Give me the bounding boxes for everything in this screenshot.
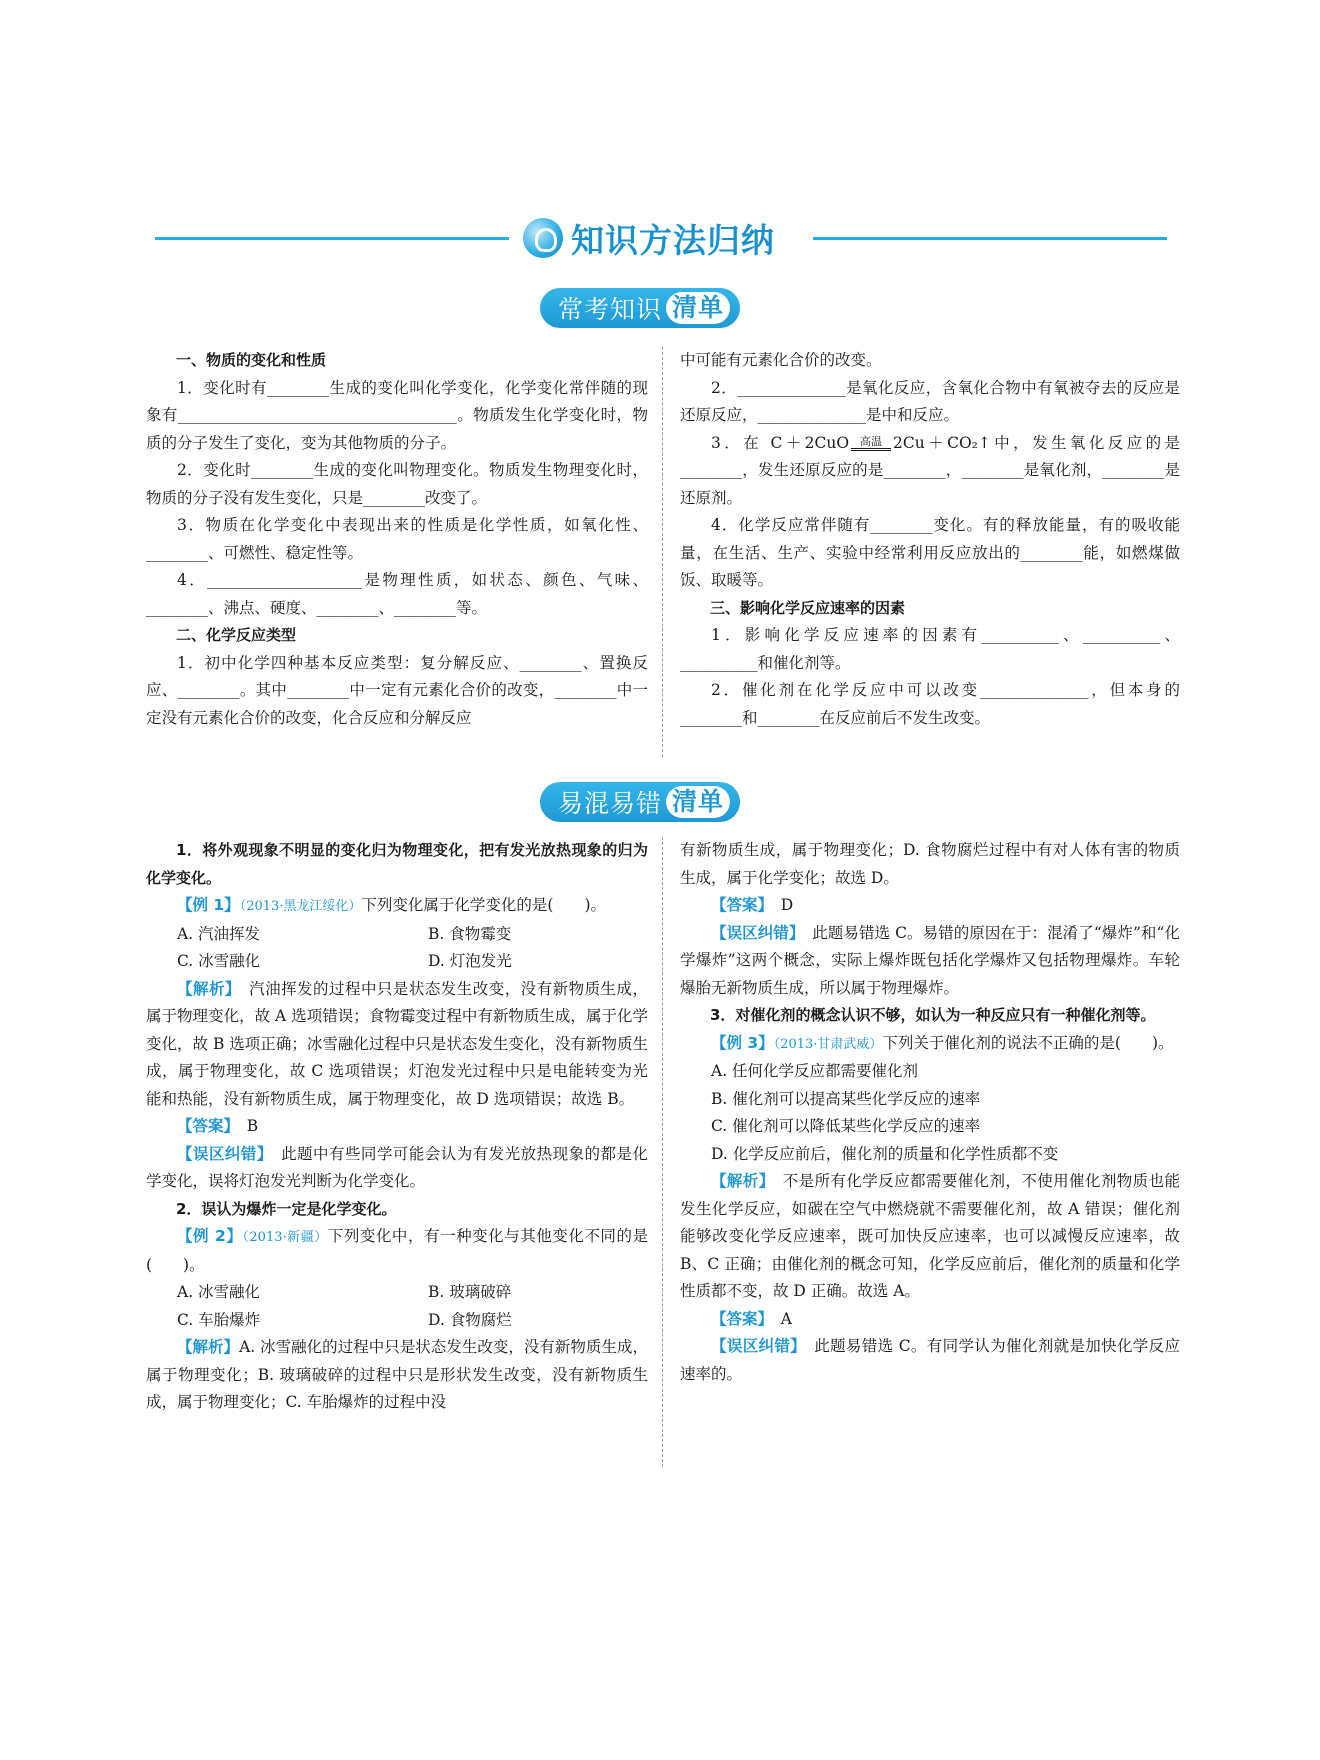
error-text: 此题易错选 C。有同学认为催化剂就是加快化学反应速率的。 (680, 1337, 1180, 1383)
analysis-label: 【解析】 (177, 1338, 240, 1356)
paragraph: 1．初中化学四种基本反应类型：复分解反应、________、置换反应、________。其中________中一定有元素化合价的改变，________中一定没有元素化合价的改变，化合反应和分解反应 (146, 653, 648, 727)
paragraph: 3．物质在化学变化中表现出来的性质是化学性质，如氧化性、________、可燃性、稳定性等。 (146, 516, 648, 562)
topic-heading: 2．误认为爆炸一定是化学变化。 (176, 1199, 397, 1218)
reaction-arrow (851, 436, 891, 451)
header (155, 214, 1167, 262)
option: C. 催化剂可以降低某些化学反应的速率 (711, 1117, 981, 1135)
bulb-icon (523, 218, 563, 258)
paragraph: 1．变化时有________生成的变化叫化学变化，化学变化常伴随的现象有____________________________________。物质发生化学变化时，物质的分子发生了变化，变为其他物质的分子。 (146, 378, 648, 452)
error-text: 此题中有些同学可能会认为有发光放热现象的都是化学变化，误将灯泡发光判断为化学变化。 (146, 1144, 648, 1190)
question-text: 下列变化属于化学变化的是( )。 (361, 896, 607, 914)
option: C. 车胎爆炸 (177, 1310, 261, 1329)
option: A. 汽油挥发 (177, 924, 261, 943)
error-text: 此题易错选 C。易错的原因在于：混淆了“爆炸”和“化学爆炸”这两个概念，实际上爆炸既包括化学爆炸又包括物理爆炸。车轮爆胎无新物质生成，所以属于物理爆炸。 (680, 923, 1180, 997)
answer (680, 892, 1180, 920)
example-question (146, 892, 648, 921)
page-title: 知识方法归纳 (571, 220, 775, 260)
analysis (680, 1168, 1180, 1306)
analysis-text: 汽油挥发的过程中只是状态发生改变，没有新物质生成，属于物理变化，故 A 选项错误；食物霉变过程中有新物质生成，属于化学变化，故 B 选项正确；冰雪融化过程中只是状态发生变化，没有新物质生成，属于物理变化，故 C 选项错误；灯泡发光过程中只是电能转变为光能和热能，没有新物质生成，属于物理变化，故 D 选项错误；故选 B。 (146, 979, 648, 1108)
error-note (680, 1333, 1180, 1388)
option: C. 冰雪融化 (177, 952, 261, 970)
banner-title: 常考知识 (558, 295, 663, 324)
paragraph: 2．______________是氧化反应，含氧化合物中有氧被夺去的反应是还原反应，______________是中和反应。 (680, 378, 1180, 424)
header-rule-right (813, 237, 1167, 240)
option: D. 化学反应前后，催化剂的质量和化学性质都不变 (711, 1144, 1059, 1163)
option: A. 任何化学反应都需要催化剂 (711, 1062, 919, 1080)
analysis-label: 【解析】 (177, 979, 234, 998)
paragraph: 4．____________________是物理性质，如状态、颜色、气味、________、沸点、硬度、________、________等。 (146, 571, 648, 617)
answer (146, 1113, 648, 1141)
banner-title: 易混易错 (558, 789, 663, 818)
analysis (146, 1334, 648, 1417)
equation-lhs: 3．在 C＋2CuO (711, 433, 850, 452)
answer (680, 1306, 1180, 1334)
option: D. 灯泡发光 (428, 952, 512, 970)
answer-text: B (231, 1117, 259, 1135)
knowledge-left-column (146, 347, 648, 732)
answer-text: D (765, 896, 794, 914)
example-label: 【例 3】 (711, 1033, 774, 1052)
column-divider (662, 347, 663, 757)
error-note (680, 920, 1180, 1003)
mistakes-left-column (146, 837, 648, 1417)
option: A. 冰雪融化 (177, 1283, 261, 1301)
paragraph: 中可能有元素化合价的改变。 (680, 351, 882, 369)
banner-highlight: 清单 (666, 292, 730, 324)
error-note (146, 1141, 648, 1196)
option: B. 催化剂可以提高某些化学反应的速率 (711, 1089, 981, 1108)
example-source: （2013·新疆） (242, 1230, 328, 1245)
example-question (146, 1223, 648, 1279)
topic-heading: 1．将外观现象不明显的变化归为物理变化，把有发光放热现象的归为化学变化。 (146, 841, 648, 887)
example-question (680, 1030, 1180, 1059)
section-banner-mistakes (540, 782, 740, 822)
topic-heading: 3．对催化剂的概念认识不够，如认为一种反应只有一种催化剂等。 (710, 1006, 1156, 1024)
error-label: 【误区纠错】 (711, 1337, 799, 1355)
equation-paragraph (680, 430, 1180, 513)
answer-label: 【答案】 (177, 1117, 232, 1135)
knowledge-right-column (680, 347, 1180, 732)
example-label: 【例 2】 (177, 1227, 243, 1245)
question-text: 下列变化中，有一种变化与其他变化不同的是( )。 (146, 1227, 648, 1274)
paragraph: 1．影响化学反应速率的因素有__________、__________、__________和催化剂等。 (680, 626, 1180, 672)
analysis-label: 【解析】 (711, 1172, 767, 1190)
column-divider (662, 837, 663, 1467)
paragraph: 2．催化剂在化学反应中可以改变______________，但本身的________和________在反应前后不发生改变。 (680, 681, 1180, 727)
paragraph: 有新物质生成，属于物理变化；D. 食物腐烂过程中有对人体有害的物质生成，属于化学变化；故选 D。 (680, 841, 1180, 887)
options (146, 921, 648, 976)
option: B. 玻璃破碎 (428, 1283, 512, 1301)
analysis-text: A. 冰雪融化的过程中只是状态发生改变，没有新物质生成，属于物理变化；B. 玻璃破碎的过程中只是形状发生改变，没有新物质生成，属于物理变化；C. 车胎爆炸的过程中没 (146, 1338, 648, 1411)
paragraph: 4．化学反应常伴随有________变化。有的释放能量，有的吸收能量，在生活、生产、实验中经常利用反应放出的________能，如燃煤做饭、取暖等。 (680, 516, 1180, 589)
banner-highlight: 清单 (666, 786, 730, 818)
heading: 二、化学反应类型 (176, 626, 297, 644)
example-source: （2013·黑龙江绥化） (239, 899, 362, 914)
error-label: 【误区纠错】 (177, 1144, 266, 1163)
section-banner-knowledge (540, 288, 740, 328)
reaction-condition: 高温 (860, 435, 883, 448)
equation-rhs: 2Cu＋CO₂↑中，发生氧化反应的是________，发生还原反应的是________，________是氧化剂，________是还原剂。 (680, 433, 1180, 507)
answer-text: A (765, 1309, 792, 1328)
paragraph: 2．变化时________生成的变化叫物理变化。物质发生物理变化时，物质的分子没有发生变化，只是________改变了。 (146, 461, 648, 507)
option: B. 食物霉变 (428, 924, 512, 943)
error-label: 【误区纠错】 (711, 923, 797, 942)
analysis (146, 976, 648, 1114)
equals-sign (851, 448, 891, 451)
example-label: 【例 1】 (177, 896, 240, 914)
answer-label: 【答案】 (711, 896, 766, 914)
heading: 一、物质的变化和性质 (176, 351, 327, 369)
question-text: 下列关于催化剂的说法不正确的是( )。 (882, 1033, 1174, 1052)
answer-label: 【答案】 (711, 1309, 766, 1328)
header-rule-left (155, 237, 509, 240)
analysis-text: 不是所有化学反应都需要催化剂，不使用催化剂物质也能发生化学反应，如碳在空气中燃烧就不需要催化剂，故 A 错误；催化剂能够改变化学反应速率，既可加快反应速率，也可以减慢反应速率，故 B、C 正确；由催化剂的概念可知，化学反应前后，催化剂的质量和化学性质都不变，故 D 正确。故选 A。 (680, 1172, 1180, 1300)
mistakes-right-column (680, 837, 1180, 1388)
heading: 三、影响化学反应速率的因素 (710, 598, 906, 617)
option: D. 食物腐烂 (428, 1310, 512, 1329)
example-source: （2013·甘肃武威） (773, 1036, 883, 1052)
options (146, 1279, 648, 1334)
header-title-group (523, 214, 775, 262)
